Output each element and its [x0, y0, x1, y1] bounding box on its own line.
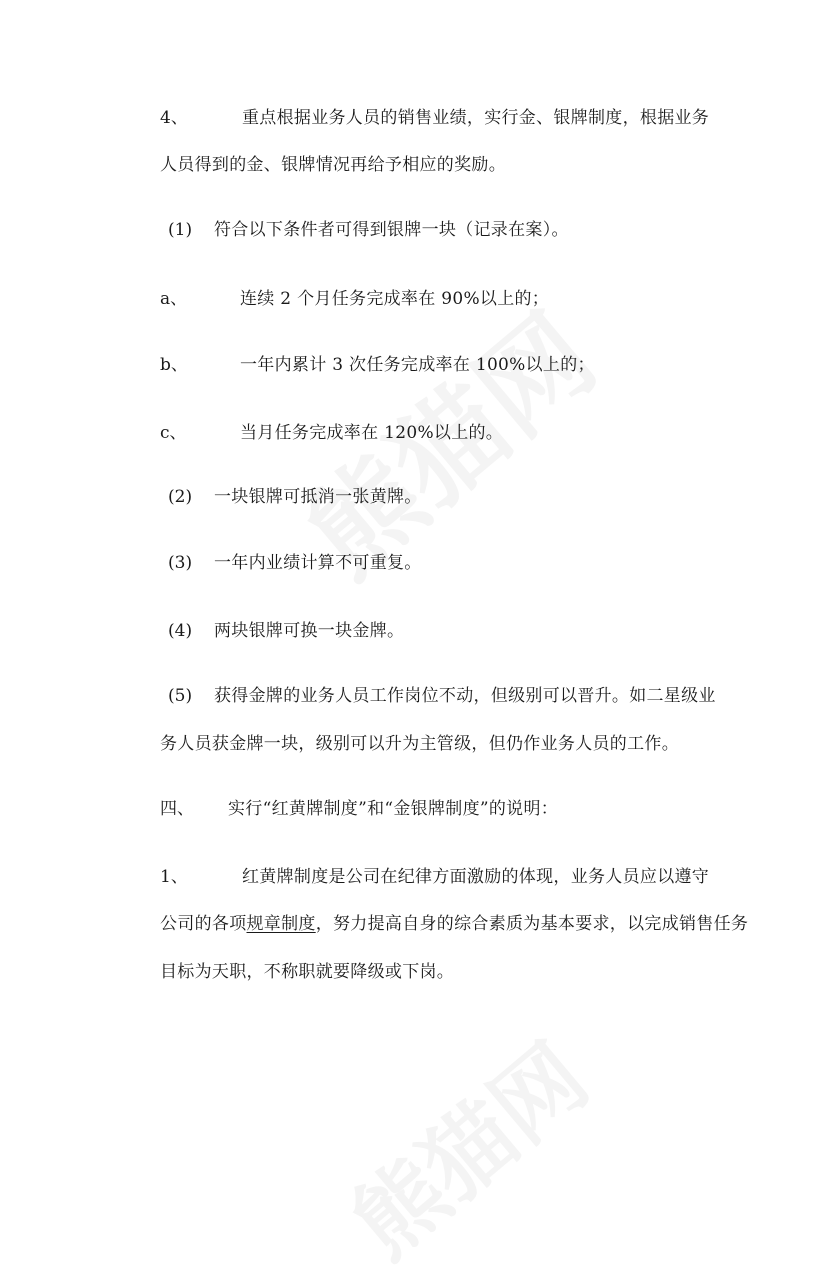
item-marker: a、	[160, 289, 188, 309]
item-marker: (4)	[168, 621, 193, 641]
item-marker: (2)	[168, 487, 193, 507]
paragraph-line: 当月任务完成率在 120%以上的。	[240, 423, 504, 443]
underlined-term: 规章制度	[246, 914, 316, 934]
paragraph-line	[160, 912, 748, 936]
item-marker: 1、	[160, 867, 188, 887]
paragraph-line: 一块银牌可抵消一张黄牌。	[214, 487, 422, 507]
section-marker: 四、	[160, 799, 194, 819]
paragraph-line: 重点根据业务人员的销售业绩，实行金、银牌制度，根据业务	[242, 108, 710, 128]
paragraph-line: 务人员获金牌一块，级别可以升为主管级，但仍作业务人员的工作。	[160, 734, 679, 754]
item-marker: (3)	[168, 553, 193, 573]
paragraph-line: 连续 2 个月任务完成率在 90%以上的；	[240, 289, 550, 309]
item-marker: c、	[160, 423, 187, 443]
paragraph-line: 一年内累计 3 次任务完成率在 100%以上的；	[240, 355, 595, 375]
paragraph-line: 符合以下条件者可得到银牌一块（记录在案）。	[214, 220, 569, 240]
paragraph-line: 获得金牌的业务人员工作岗位不动，但级别可以晋升。如二星级业	[214, 686, 716, 706]
paragraph-line: 人员得到的金、银牌情况再给予相应的奖励。	[160, 155, 506, 175]
item-marker: 4、	[160, 108, 188, 128]
item-marker: (5)	[168, 686, 193, 706]
paragraph-text: 公司的各项	[160, 914, 247, 934]
paragraph-line: 红黄牌制度是公司在纪律方面激励的体现，业务人员应以遵守	[242, 867, 710, 887]
section-heading: 实行“红黄牌制度”和“金银牌制度”的说明：	[228, 799, 559, 819]
item-marker: (1)	[168, 220, 193, 240]
paragraph-text: ，努力提高自身的综合素质为基本要求，以完成销售任务	[315, 914, 749, 934]
paragraph-line: 一年内业绩计算不可重复。	[214, 553, 422, 573]
paragraph-line: 目标为天职，不称职就要降级或下岗。	[160, 962, 455, 982]
watermark	[320, 1008, 610, 1281]
item-marker: b、	[160, 355, 188, 375]
paragraph-line: 两块银牌可换一块金牌。	[214, 621, 405, 641]
